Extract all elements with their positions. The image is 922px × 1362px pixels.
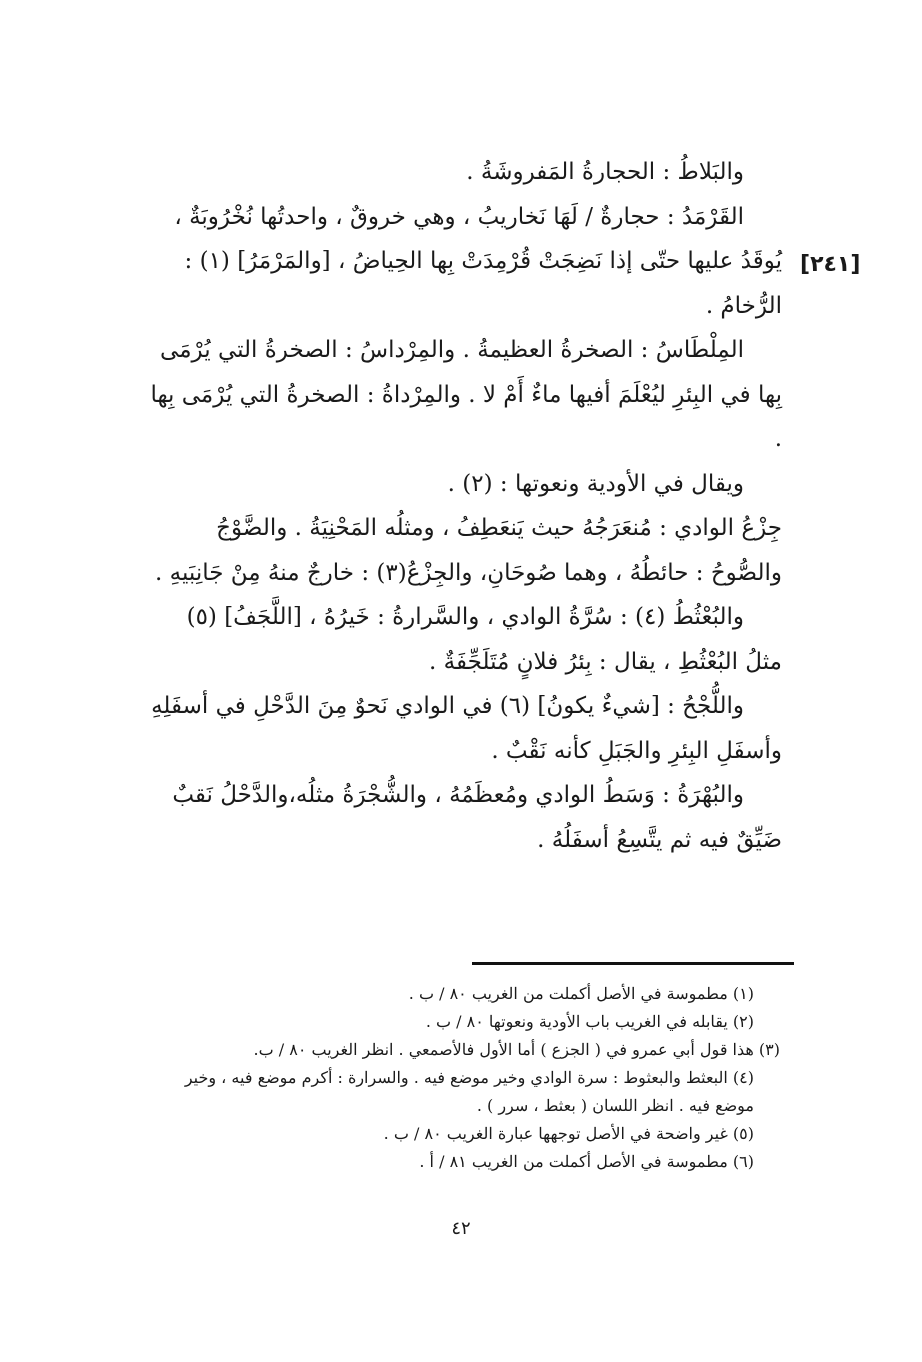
footnote-2: (٢) يقابله في الغريب باب الأودية ونعوتها ٨٠ / ب .: [425, 1012, 754, 1031]
paragraph-jiz-al-wadi: جِزْعُ الوادي : مُنعَرَجُهُ حيث يَنعَطِفُ ، ومثلُه المَحْنِيَةُ . والضَّوْجُ والصُّوحُ : حائطُهُ ، وهما صُوحَانِ، والجِزْعُ(٣) : خارجٌ منهُ مِنْ جَانِبَيهِ .: [155, 515, 782, 586]
manuscript-folio-marker: [٢٤١]: [800, 252, 861, 277]
footnote-4: (٤) البعثط والبعثوط : سرة الوادي وخير موضع فيه . والسرارة : أكرم موضع فيه ، وخير موضع فيه . انظر اللسان ( بعثط ، سرر ) .: [184, 1068, 754, 1115]
footnote-divider: [472, 962, 794, 965]
main-text: [150, 150, 782, 862]
paragraph-buhra: والبُهْرَةُ : وَسَطُ الوادي ومُعظَمُهُ ، والشُّجْرَةُ مثلُه،والدَّحْلُ نَقبٌ ضَيِّقٌ فيه ثم يتَّسِعُ أسفَلُهُ .: [172, 782, 782, 853]
paragraph-lujh: واللُّجْحُ : [شيءٌ يكونُ] (٦) في الوادي نَحوٌ مِنَ الدَّحْلِ في أسفَلِهِ وأسفَلِ البِئرِ والجَبَلِ كأنه نَقْبٌ .: [151, 693, 782, 764]
paragraph-miltas: المِلْطَاسُ : الصخرةُ العظيمةُ . والمِرْداسُ : الصخرةُ التي يُرْمَى بِها في البِئرِ ليُعْلَمَ أفيها ماءٌ أَمْ لا . والمِرْداةُ : الصخرةُ التي يُرْمَى بِها .: [150, 337, 782, 452]
paragraph-buthut: والبُعْثُطُ (٤) : سُرَّةُ الوادي ، والسَّرارةُ : خَيرُهُ ، [اللَّجَفُ] (٥) مثلُ البُعْثُطِ ، يقال : بِئرُ فلانٍ مُتَلَجِّفَةٌ .: [186, 604, 782, 675]
footnotes: [150, 980, 780, 1176]
paragraph-valleys-heading: ويقال في الأودية ونعوتها : (٢) .: [447, 470, 744, 497]
paragraph-balat: والبَلاطُ : الحجارةُ المَفروشَةُ .: [466, 159, 744, 185]
footnote-1: (١) مطموسة في الأصل أكملت من الغريب ٨٠ / ب .: [408, 984, 754, 1003]
page-number: ٤٢: [451, 1218, 471, 1239]
footnote-6: (٦) مطموسة في الأصل أكملت من الغريب ٨١ / أ .: [419, 1152, 754, 1171]
paragraph-qarmad: القَرْمَدُ : حجارةٌ / لَهَا نَخاريبُ ، وهي خروقٌ ، واحدتُها نُخْرُوبَةٌ ، يُوقَدُ عليها حتّى إذا نَضِجَتْ قُرْمِدَتْ بِها الحِياضُ ، [والمَرْمَرُ] (١) : الرُّخامُ .: [174, 203, 782, 319]
footnote-5: (٥) غير واضحة في الأصل توجهها عبارة الغريب ٨٠ / ب .: [383, 1124, 754, 1143]
footnote-3: (٣) هذا قول أبي عمرو في ( الجزع ) أما الأول فالأصمعي . انظر الغريب ٨٠ / ب.: [253, 1040, 780, 1059]
